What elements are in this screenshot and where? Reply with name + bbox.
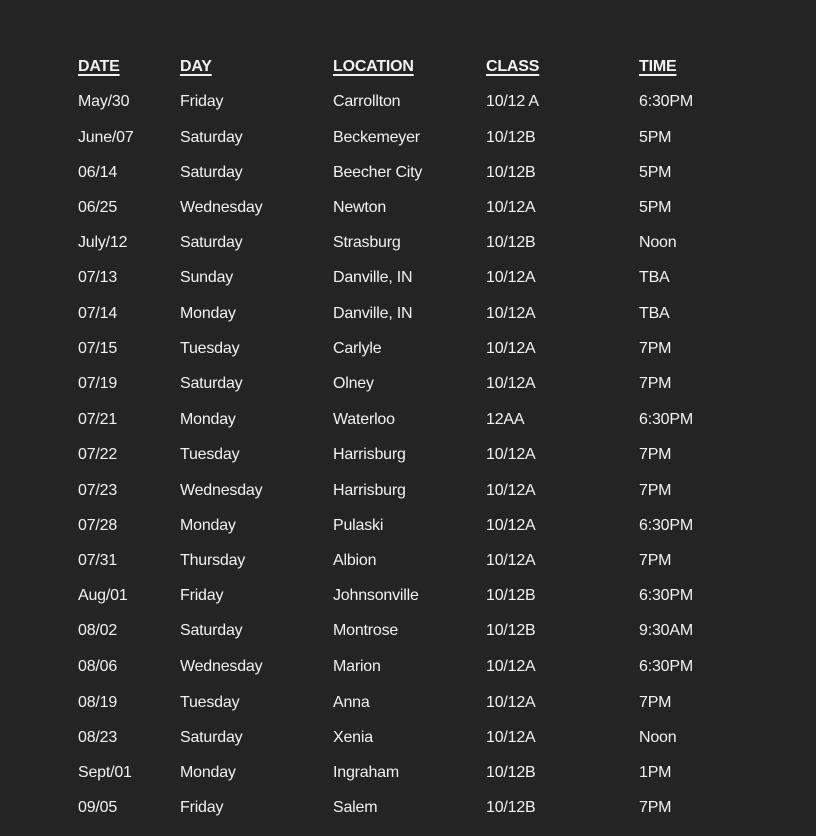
cell-day: Monday [180, 305, 236, 322]
table-row [0, 476, 816, 506]
cell-location: Waterloo [333, 411, 395, 428]
table-row [0, 334, 816, 364]
table-row [0, 158, 816, 188]
cell-date: May/30 [78, 93, 130, 110]
cell-time: 6:30PM [639, 93, 693, 110]
table-row [0, 228, 816, 258]
cell-location: Marion [333, 658, 381, 675]
cell-time: 6:30PM [639, 587, 693, 604]
cell-day: Saturday [180, 375, 243, 392]
cell-location: Harrisburg [333, 446, 406, 463]
cell-day: Saturday [180, 129, 243, 146]
cell-location: Ingraham [333, 764, 399, 781]
cell-class: 10/12A [486, 199, 536, 216]
cell-date: 06/14 [78, 164, 118, 181]
cell-time: 1PM [639, 764, 672, 781]
header-date: DATE [78, 58, 120, 75]
table-row [0, 369, 816, 399]
cell-date: June/07 [78, 129, 134, 146]
table-row [0, 299, 816, 329]
cell-class: 10/12B [486, 129, 536, 146]
cell-day: Saturday [180, 164, 243, 181]
cell-class: 10/12A [486, 340, 536, 357]
cell-class: 10/12B [486, 764, 536, 781]
cell-location: Danville, IN [333, 269, 413, 286]
cell-time: Noon [639, 234, 677, 251]
table-row [0, 405, 816, 435]
cell-location: Anna [333, 694, 370, 711]
cell-time: 9:30AM [639, 622, 693, 639]
cell-time: TBA [639, 305, 670, 322]
cell-location: Albion [333, 552, 377, 569]
table-row [0, 87, 816, 117]
header-location: LOCATION [333, 58, 414, 75]
cell-location: Newton [333, 199, 387, 216]
cell-time: 7PM [639, 799, 672, 816]
table-row [0, 793, 816, 823]
table-row [0, 652, 816, 682]
cell-time: 7PM [639, 694, 672, 711]
cell-class: 10/12A [486, 269, 536, 286]
cell-day: Saturday [180, 622, 243, 639]
cell-day: Monday [180, 411, 236, 428]
cell-date: July/12 [78, 234, 128, 251]
cell-class: 10/12B [486, 164, 536, 181]
cell-location: Carlyle [333, 340, 382, 357]
cell-time: 6:30PM [639, 658, 693, 675]
table-row [0, 511, 816, 541]
cell-date: 07/23 [78, 482, 118, 499]
cell-day: Monday [180, 517, 236, 534]
cell-date: 07/14 [78, 305, 118, 322]
cell-day: Wednesday [180, 482, 263, 499]
cell-date: 08/19 [78, 694, 118, 711]
cell-location: Beecher City [333, 164, 423, 181]
cell-class: 10/12A [486, 694, 536, 711]
cell-time: 7PM [639, 446, 672, 463]
cell-date: 07/22 [78, 446, 118, 463]
cell-location: Harrisburg [333, 482, 406, 499]
cell-date: 07/15 [78, 340, 118, 357]
cell-day: Tuesday [180, 340, 240, 357]
cell-date: 07/31 [78, 552, 118, 569]
cell-day: Thursday [180, 552, 246, 569]
cell-location: Xenia [333, 729, 373, 746]
cell-location: Beckemeyer [333, 129, 420, 146]
cell-day: Saturday [180, 729, 243, 746]
cell-day: Friday [180, 587, 224, 604]
table-row [0, 193, 816, 223]
cell-class: 12AA [486, 411, 525, 428]
table-row [0, 263, 816, 293]
cell-location: Carrollton [333, 93, 401, 110]
cell-date: 08/06 [78, 658, 118, 675]
table-row [0, 581, 816, 611]
cell-time: Noon [639, 729, 677, 746]
cell-class: 10/12B [486, 234, 536, 251]
cell-location: Johnsonville [333, 587, 419, 604]
table-row [0, 723, 816, 753]
cell-location: Salem [333, 799, 378, 816]
cell-class: 10/12A [486, 658, 536, 675]
cell-location: Pulaski [333, 517, 384, 534]
cell-date: 09/05 [78, 799, 118, 816]
cell-location: Olney [333, 375, 374, 392]
table-row [0, 758, 816, 788]
table-row [0, 123, 816, 153]
cell-time: 5PM [639, 164, 672, 181]
cell-date: 07/21 [78, 411, 118, 428]
cell-time: 6:30PM [639, 411, 693, 428]
cell-location: Strasburg [333, 234, 401, 251]
cell-date: 07/13 [78, 269, 118, 286]
cell-date: 07/28 [78, 517, 118, 534]
cell-date: 08/02 [78, 622, 118, 639]
cell-class: 10/12A [486, 482, 536, 499]
header-class: CLASS [486, 58, 540, 75]
table-row [0, 616, 816, 646]
cell-location: Danville, IN [333, 305, 413, 322]
cell-day: Friday [180, 799, 224, 816]
cell-day: Tuesday [180, 694, 240, 711]
cell-date: 08/23 [78, 729, 118, 746]
cell-time: 5PM [639, 129, 672, 146]
cell-class: 10/12A [486, 517, 536, 534]
cell-class: 10/12A [486, 552, 536, 569]
table-row [0, 440, 816, 470]
cell-date: 07/19 [78, 375, 118, 392]
cell-time: 7PM [639, 482, 672, 499]
table-row [0, 688, 816, 718]
cell-day: Wednesday [180, 199, 263, 216]
cell-class: 10/12B [486, 622, 536, 639]
cell-day: Sunday [180, 269, 234, 286]
header-day: DAY [180, 58, 212, 75]
cell-class: 10/12A [486, 305, 536, 322]
header-time: TIME [639, 58, 677, 75]
table-row [0, 546, 816, 576]
cell-class: 10/12B [486, 587, 536, 604]
cell-class: 10/12A [486, 729, 536, 746]
header-row [0, 52, 816, 82]
cell-time: 6:30PM [639, 517, 693, 534]
cell-day: Wednesday [180, 658, 263, 675]
cell-time: TBA [639, 269, 670, 286]
cell-class: 10/12 A [486, 93, 539, 110]
cell-date: Sept/01 [78, 764, 132, 781]
cell-time: 5PM [639, 199, 672, 216]
cell-day: Tuesday [180, 446, 240, 463]
cell-day: Friday [180, 93, 224, 110]
cell-day: Monday [180, 764, 236, 781]
cell-time: 7PM [639, 375, 672, 392]
cell-location: Montrose [333, 622, 399, 639]
cell-class: 10/12A [486, 446, 536, 463]
cell-date: 06/25 [78, 199, 118, 216]
cell-day: Saturday [180, 234, 243, 251]
cell-time: 7PM [639, 552, 672, 569]
cell-class: 10/12B [486, 799, 536, 816]
cell-date: Aug/01 [78, 587, 128, 604]
cell-time: 7PM [639, 340, 672, 357]
cell-class: 10/12A [486, 375, 536, 392]
